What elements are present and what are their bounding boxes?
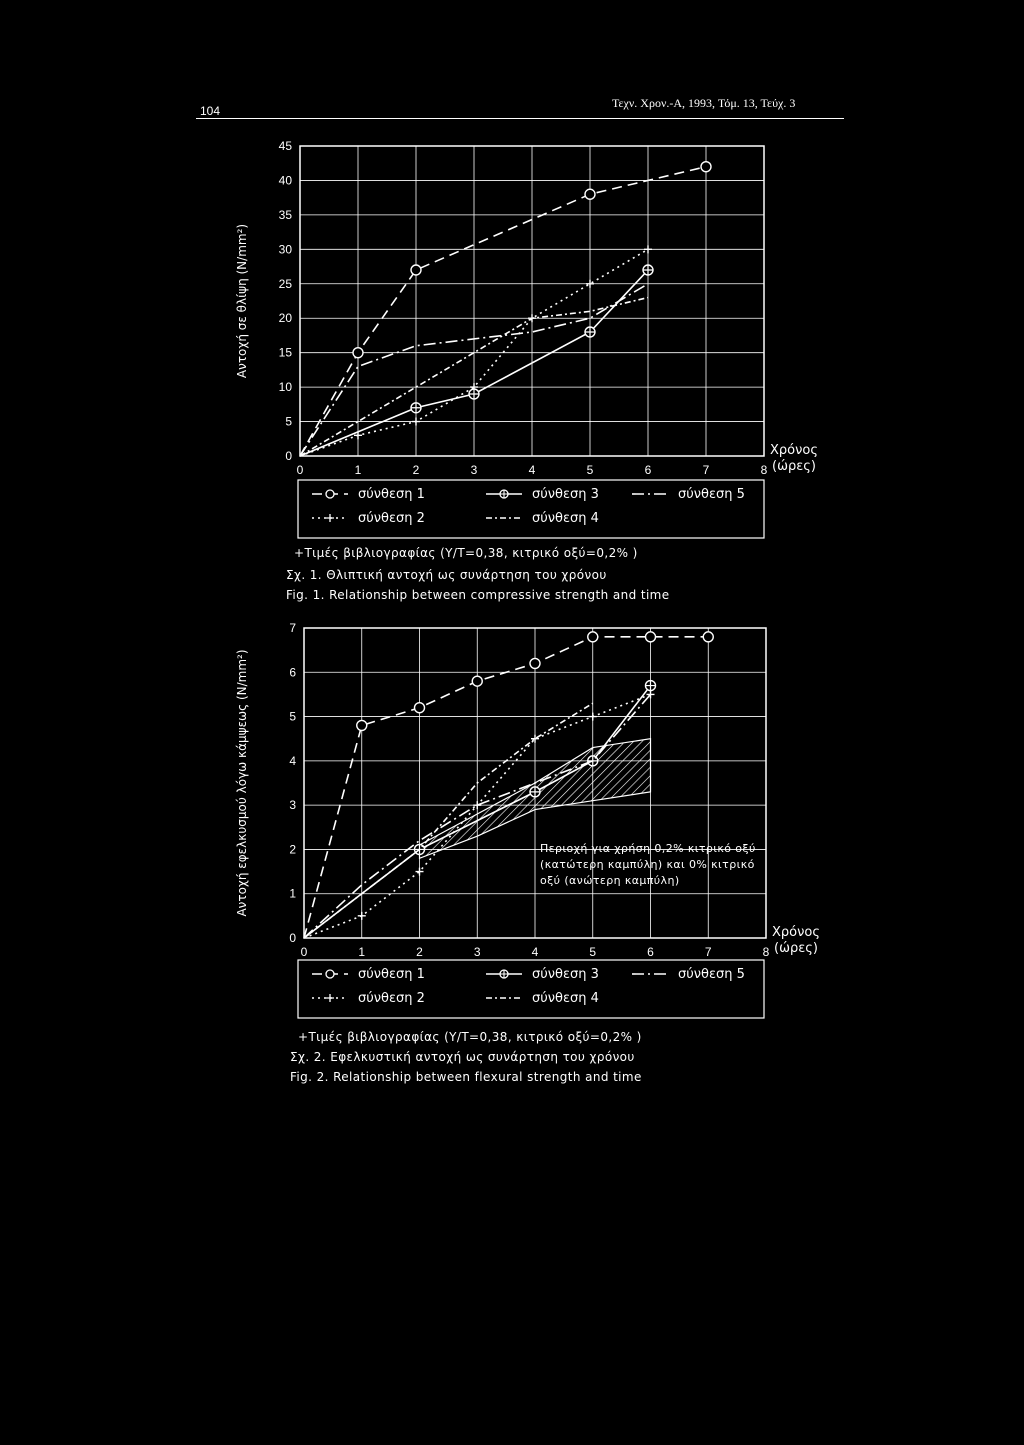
fig1-y-tick-label: 35 [278,207,292,222]
fig2-y-axis-label: Αντοχή εφελκυσμού λόγω κάμψεως (Ν/mm²) [235,649,249,917]
fig2-x-tick-label: 0 [300,945,308,959]
fig2-x-tick-label: 1 [358,945,366,959]
fig1-legend-label-2: σύνθεση 2 [358,511,425,526]
fig1-caption-el: Σχ. 1. Θλιπτική αντοχή ως συνάρτηση του χρόνου [286,568,607,582]
fig1-x-tick-label: 8 [760,463,768,477]
fig1-x-tick-label: 7 [702,463,710,477]
fig2-series-2-point [473,801,481,809]
fig2-x-tick-label: 8 [762,945,770,959]
fig2-series-4-line [304,703,593,938]
fig2-x-axis-label: Χρόνος [772,925,820,940]
fig2-x-tick-label: 6 [647,945,654,959]
fig2-y-tick-label: 3 [289,798,296,813]
fig2-series-1-point [472,676,482,686]
fig2-legend-label-4: σύνθεση 4 [532,991,599,1006]
fig1-series-1-line [300,167,706,456]
fig2-y-tick-label: 4 [289,753,296,768]
fig2-y-tick-label: 5 [289,709,296,724]
fig2-legend-label-1: σύνθεση 1 [358,967,425,982]
page-number: 104 [200,104,221,118]
fig1-caption-en: Fig. 1. Relationship between compressive strength and time [286,588,670,602]
fig1-x-tick-label: 0 [296,463,304,477]
fig2-series-1-point [530,658,540,668]
fig2-legend-marker-1 [326,970,334,978]
fig1-legend-marker-1 [326,490,334,498]
fig2-series-2-point [358,912,366,920]
fig1-legend-label-5: σύνθεση 5 [678,487,745,502]
fig2-series-1-point [415,703,425,713]
fig2-note: +Τιμές βιβλιογραφίας (Υ/Τ=0,38, κιτρικό οξύ=0,2% ) [298,1030,642,1044]
fig2-region-note-2: (κατώτερη καμπύλη) και 0% κιτρικό [540,858,755,871]
fig2-y-tick-label: 7 [289,621,296,635]
fig1-series-1-point [701,162,711,172]
fig2-legend-label-3: σύνθεση 3 [532,967,599,982]
fig2-x-tick-label: 4 [531,945,539,959]
fig2-x-tick-label: 2 [416,945,423,959]
fig1-series-1-point [585,189,595,199]
fig2-series-1-point [588,632,598,642]
fig2-y-tick-label: 0 [289,931,296,945]
fig1-x-tick-label: 2 [412,463,420,477]
fig2-x-tick-label: 5 [589,945,597,959]
fig2-y-tick-label: 1 [289,886,296,901]
fig2-caption-en: Fig. 2. Relationship between flexural strength and time [290,1070,642,1084]
fig2-legend-label-2: σύνθεση 2 [358,991,425,1006]
fig1-y-tick-label: 0 [285,449,292,463]
fig1-y-tick-label: 15 [278,345,292,360]
fig1-series-2-point [412,418,420,426]
fig1-y-tick-label: 45 [278,139,292,153]
fig2-region-note-3: οξύ (ανώτερη καμπύλη) [540,874,680,887]
fig1-x-tick-label: 6 [644,463,652,477]
fig1-series-1-point [411,265,421,275]
fig1-y-tick-label: 40 [278,173,292,188]
fig1-series-2-point [586,280,594,288]
fig2-y-tick-label: 2 [289,842,296,857]
fig1-legend-label-3: σύνθεση 3 [532,487,599,502]
fig1-y-axis-label: Αντοχή σε θλίψη (Ν/mm²) [235,223,249,379]
fig1-y-tick-label: 10 [278,380,292,395]
fig2-caption-el: Σχ. 2. Εφελκυστική αντοχή ως συνάρτηση του χρόνου [290,1050,635,1064]
fig2-series-1-point [703,632,713,642]
fig1-x-axis-label: Χρόνος [770,443,818,458]
fig1-y-tick-label: 30 [278,242,292,257]
journal-reference: Τεχν. Χρον.-Α, 1993, Τόμ. 13, Τεύχ. 3 [612,96,796,110]
fig1-y-tick-label: 25 [278,276,292,291]
fig2-series-2-point [589,713,597,721]
fig2-series-1-point [646,632,656,642]
fig1-series-2-point [644,245,652,253]
fig1-legend-label-1: σύνθεση 1 [358,487,425,502]
fig2-region-note-1: Περιοχή για χρήση 0,2% κιτρικό οξύ [540,842,756,855]
fig1-y-tick-label: 20 [278,311,292,326]
fig1-series-1-point [353,348,363,358]
fig2-x-tick-label: 7 [704,945,712,959]
fig2-x-tick-label: 3 [473,945,481,959]
fig1-x-axis-label-unit: (ώρες) [772,459,816,474]
fig1-legend-label-4: σύνθεση 4 [532,511,599,526]
fig1-legend-marker-2 [326,514,334,522]
fig1-x-tick-label: 4 [528,463,536,477]
fig2-legend-label-5: σύνθεση 5 [678,967,745,982]
fig2-series-1-point [357,720,367,730]
fig1-note: +Τιμές βιβλιογραφίας (Υ/Τ=0,38, κιτρικό οξύ=0,2% ) [294,546,638,560]
fig1-y-tick-label: 5 [285,414,292,429]
fig1-x-tick-label: 5 [586,463,594,477]
fig2-x-axis-label-unit: (ώρες) [774,941,818,956]
fig1-x-tick-label: 1 [354,463,362,477]
fig2-legend-marker-2 [326,994,334,1002]
fig2-y-tick-label: 6 [289,665,296,680]
fig1-x-tick-label: 3 [470,463,478,477]
